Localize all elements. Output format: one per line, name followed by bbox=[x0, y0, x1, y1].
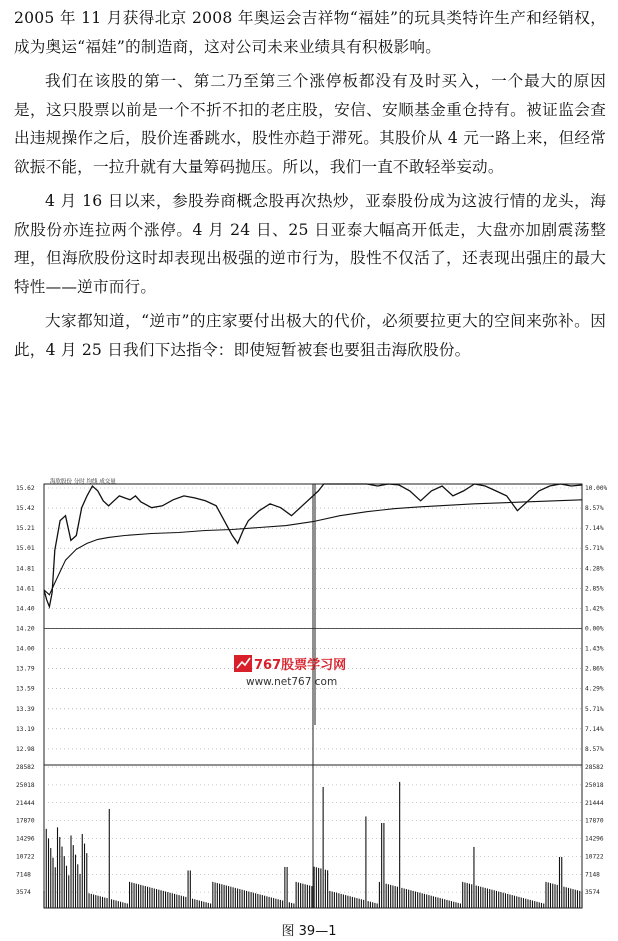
watermark bbox=[234, 655, 346, 688]
price-axis bbox=[16, 485, 35, 753]
price-tick-label: 13.59 bbox=[16, 685, 35, 693]
volume-tick-label: 21444 bbox=[585, 799, 604, 807]
volume-tick-label: 3574 bbox=[585, 889, 600, 897]
price-tick-label: 15.21 bbox=[16, 525, 35, 533]
price-tick-label: 15.01 bbox=[16, 545, 35, 553]
paragraph: 2005 年 11 月获得北京 2008 年奥运会吉祥物“福娃”的玩具类特许生产和经销权，成为奥运“福娃”的制造商，这对公司未来业绩具有积极影响。 bbox=[14, 9, 606, 56]
volume-tick-label: 7148 bbox=[585, 871, 600, 879]
volume-tick-label: 25018 bbox=[585, 781, 604, 789]
volume-tick-label: 7148 bbox=[16, 871, 31, 879]
price-tick-label: 14.40 bbox=[16, 605, 35, 613]
percent-tick-label: 1.43% bbox=[585, 645, 604, 653]
percent-tick-label: 10.00% bbox=[585, 485, 607, 492]
chart-canvas bbox=[14, 478, 607, 918]
percent-axis bbox=[585, 485, 607, 753]
volume-tick-label: 14296 bbox=[585, 835, 604, 843]
percent-tick-label: 2.86% bbox=[585, 665, 604, 673]
percent-tick-label: 8.57% bbox=[585, 505, 604, 513]
volume-tick-label: 14296 bbox=[16, 835, 35, 843]
price-tick-label: 15.62 bbox=[16, 485, 35, 492]
percent-tick-label: 2.85% bbox=[585, 585, 604, 593]
volume-tick-label: 3574 bbox=[16, 889, 31, 897]
volume-tick-label: 28582 bbox=[585, 764, 604, 771]
watermark-logo: 767股票学习网 bbox=[254, 658, 347, 673]
price-tick-label: 12.98 bbox=[16, 745, 35, 753]
percent-tick-label: 4.29% bbox=[585, 685, 604, 693]
figure-caption: 图 39—1 bbox=[281, 924, 337, 939]
price-tick-label: 14.20 bbox=[16, 625, 35, 633]
intraday-chart bbox=[14, 478, 607, 918]
paragraph: 我们在该股的第一、第二乃至第三个涨停板都没有及时买入，一个最大的原因是，这只股票以前是一个不折不扣的老庄股，安信、安顺基金重仓持有。被证监会查出违规操作之后，股价连番跳水，股性亦趋于滞死。其股价从 4 元一路上来，但经常欲振不能，一拉升就有大量筹码抛压。所以，我们一直不敢轻举妄动。 bbox=[14, 72, 606, 176]
price-tick-label: 14.61 bbox=[16, 585, 35, 593]
percent-tick-label: 5.71% bbox=[585, 545, 604, 553]
price-tick-label: 13.39 bbox=[16, 705, 35, 713]
percent-tick-label: 8.57% bbox=[585, 745, 604, 753]
percent-tick-label: 1.42% bbox=[585, 605, 604, 613]
percent-tick-label: 7.14% bbox=[585, 525, 604, 533]
chart-header: 海欣股份 分时 均线 成交量 bbox=[50, 479, 116, 485]
price-tick-label: 14.81 bbox=[16, 565, 35, 573]
percent-tick-label: 7.14% bbox=[585, 725, 604, 733]
percent-tick-label: 4.28% bbox=[585, 565, 604, 573]
watermark-url: www.net767.com bbox=[246, 676, 338, 688]
volume-tick-label: 10722 bbox=[585, 853, 604, 861]
paragraph: 4 月 16 日以来，参股券商概念股再次热炒，亚泰股份成为这波行情的龙头，海欣股份亦连拉两个涨停。4 月 24 日、25 日亚泰大幅高开低走，大盘亦加剧震荡整理，但海欣股份这时却表现出极强的逆市行为，股性不仅活了，还表现出强庄的最大特性——逆市而行。 bbox=[14, 192, 606, 296]
percent-tick-label: 5.71% bbox=[585, 705, 604, 713]
price-tick-label: 13.19 bbox=[16, 725, 35, 733]
article-body bbox=[14, 4, 606, 364]
percent-tick-label: 0.00% bbox=[585, 625, 604, 633]
paragraph: 大家都知道，“逆市”的庄家要付出极大的代价，必须要拉更大的空间来弥补。因此，4 月 25 日我们下达指令：即使短暂被套也要狙击海欣股份。 bbox=[14, 312, 606, 359]
volume-tick-label: 28582 bbox=[16, 764, 35, 771]
volume-tick-label: 17870 bbox=[16, 817, 35, 825]
volume-tick-label: 10722 bbox=[16, 853, 35, 861]
volume-tick-label: 17870 bbox=[585, 817, 604, 825]
price-tick-label: 13.79 bbox=[16, 665, 35, 673]
price-tick-label: 14.00 bbox=[16, 645, 35, 653]
volume-tick-label: 25018 bbox=[16, 781, 35, 789]
price-tick-label: 15.42 bbox=[16, 505, 35, 513]
volume-tick-label: 21444 bbox=[16, 799, 35, 807]
